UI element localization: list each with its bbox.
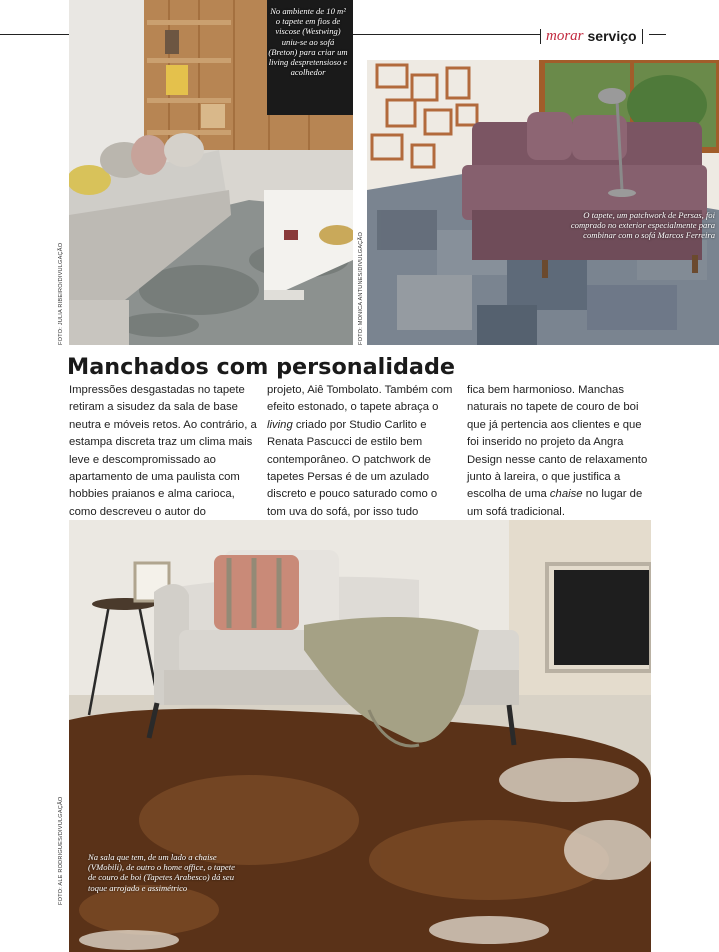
section-tag-underline bbox=[649, 34, 666, 35]
photo3-credit: FOTO: ALE RODRIGUES/DIVULGAÇÃO bbox=[58, 796, 64, 905]
col2-text-a: projeto, Aiê Tombolato. Também com efeito estonado, o tapete abraça o bbox=[267, 384, 453, 414]
headline: Manchados com personalidade bbox=[67, 354, 456, 380]
body-column-3 bbox=[467, 382, 653, 521]
col2-text-b: criado por Studio Carlito e Renata Pascucci de estilo bem contemporâneo. O patchwork de tapetes Persas é de um azulado discreto e pouco saturado como o tom uva do sofá, por isso tudo bbox=[267, 418, 438, 518]
header-rule-left bbox=[0, 34, 69, 35]
patchwork-room-illustration bbox=[367, 60, 719, 345]
photo-purple-sofa-patchwork-rug bbox=[367, 60, 719, 345]
photo3-caption: Na sala que tem, de um lado a chaise (VMobili), de outro o home office, o tapete de couro de boi (Tapetes Arabesco) dá seu toque arrojado e assimétrico bbox=[88, 852, 235, 893]
photo2-caption: O tapete, um patchwork de Persas, foi comprado no exterior especialmente para combinar com o sofá Marcos Ferreira bbox=[570, 210, 715, 241]
section-tag-bracket-left bbox=[540, 29, 541, 44]
body-column-1: Impressões desgastadas no tapete retiram a sisudez da sala de base neutra e móveis retos. Ao contrário, a estampa discreta traz um clima mais leve e descompromissado ao apartamento de uma paulista com hobbies praianos e alma carioca, como descreveu o autor do bbox=[69, 384, 257, 518]
photo2-credit: FOTO: MONICA ANTUNES/DIVULGAÇÃO bbox=[358, 231, 364, 345]
section-tag-bold: serviço bbox=[587, 28, 637, 44]
col3-emphasis: chaise bbox=[549, 488, 583, 501]
photo-living-room-viscose-rug bbox=[69, 0, 353, 345]
section-tag-thin: morar bbox=[546, 27, 584, 44]
photo-chaise-cowhide-rug bbox=[69, 520, 651, 952]
section-tag bbox=[540, 28, 643, 44]
body-column-2 bbox=[267, 382, 453, 521]
photo1-credit: FOTO: JULIA RIBEIRO/DIVULGAÇÃO bbox=[58, 242, 64, 345]
header-rule-right bbox=[353, 34, 540, 35]
col3-text-a: fica bem harmonioso. Manchas naturais no tapete de couro de boi que já pertencia aos clientes e que foi inserido no projeto da Angra Design nesse canto de relaxamento junto à lareira, o que justifica a escolha de uma bbox=[467, 384, 648, 501]
col2-emphasis: living bbox=[267, 418, 293, 431]
photo1-caption: No ambiente de 10 m² o tapete em fios de viscose (Westwing) uniu-se ao sofá (Breton) para criar um living despretensioso e acolhedor bbox=[268, 6, 348, 78]
col3-text-b: no lugar de um sofá tradicional. bbox=[467, 488, 643, 518]
section-tag-bracket-right bbox=[642, 29, 643, 44]
